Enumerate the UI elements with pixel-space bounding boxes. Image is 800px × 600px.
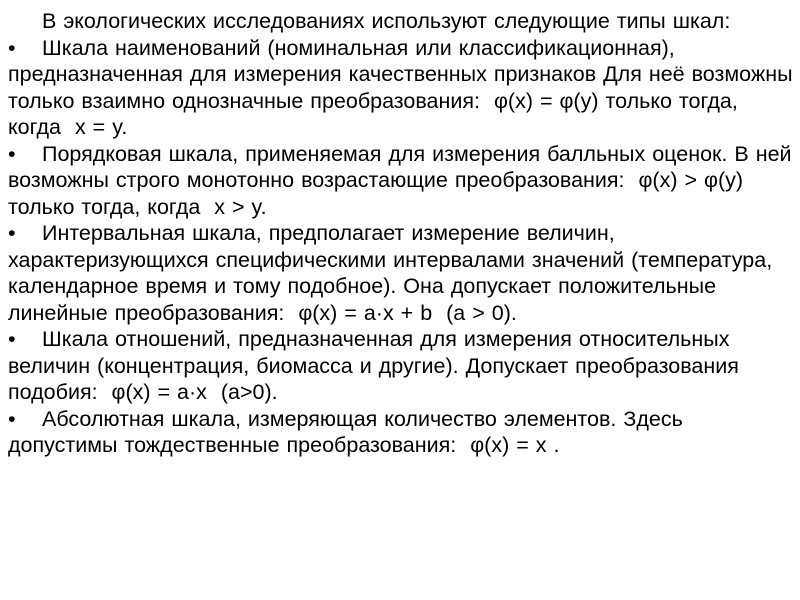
- condition: x = y.: [74, 115, 128, 139]
- bullet-item-ratio-scale: [8, 326, 794, 406]
- bullet-item-interval-scale: [8, 220, 794, 326]
- bullet-item-nominal-scale: [8, 35, 794, 141]
- bullet-icon: •: [8, 221, 16, 245]
- bullet-icon: •: [8, 141, 16, 166]
- condition: x > y.: [214, 194, 267, 219]
- formula: φ(x) = φ(y): [493, 88, 599, 113]
- condition: (a>0).: [220, 380, 278, 404]
- slide-body: [8, 8, 794, 459]
- bullet-text: Порядковая шкала, применяемая для измерения балльных оценок. В ней возможны строго монотонно возрастающие преобразования:: [8, 141, 792, 192]
- bullet-text: Шкала отношений, предназначенная для измерения относительных величин (концентрация, биомасса и другие). Допускает преобразования подобия:: [8, 327, 739, 404]
- bullet-text: Интервальная шкала, предполагает измерение величин, характеризующихся специфическими интервалами значений (температура, календарное время и тому подобное). Она допускает положительные линейные преобразования:: [8, 221, 773, 325]
- bullet-icon: •: [8, 327, 16, 351]
- formula: φ(x) = a·x: [111, 380, 207, 404]
- bullet-item-ordinal-scale: [8, 141, 794, 221]
- formula: φ(x) = x .: [470, 433, 560, 457]
- condition: (a > 0).: [446, 300, 517, 325]
- bullet-item-absolute-scale: [8, 406, 794, 459]
- bullet-icon: •: [8, 35, 16, 60]
- intro-paragraph: В экологических исследованиях используют следующие типы шкал:: [42, 9, 731, 33]
- formula: φ(x) > φ(y): [638, 168, 744, 192]
- bullet-tail: только тогда, когда: [8, 88, 738, 139]
- bullet-text: Шкала наименований (номинальная или классификационная), предназначенная для измерения качественных признаков Для неё возможны только взаимно однозначные преобразования:: [8, 35, 793, 113]
- formula: φ(x) = a·x + b: [298, 300, 433, 325]
- bullet-icon: •: [8, 406, 16, 431]
- bullet-text: Абсолютная шкала, измеряющая количество элементов. Здесь допустимы тождественные преобразования:: [8, 406, 683, 457]
- bullet-tail: только тогда, когда: [8, 194, 201, 219]
